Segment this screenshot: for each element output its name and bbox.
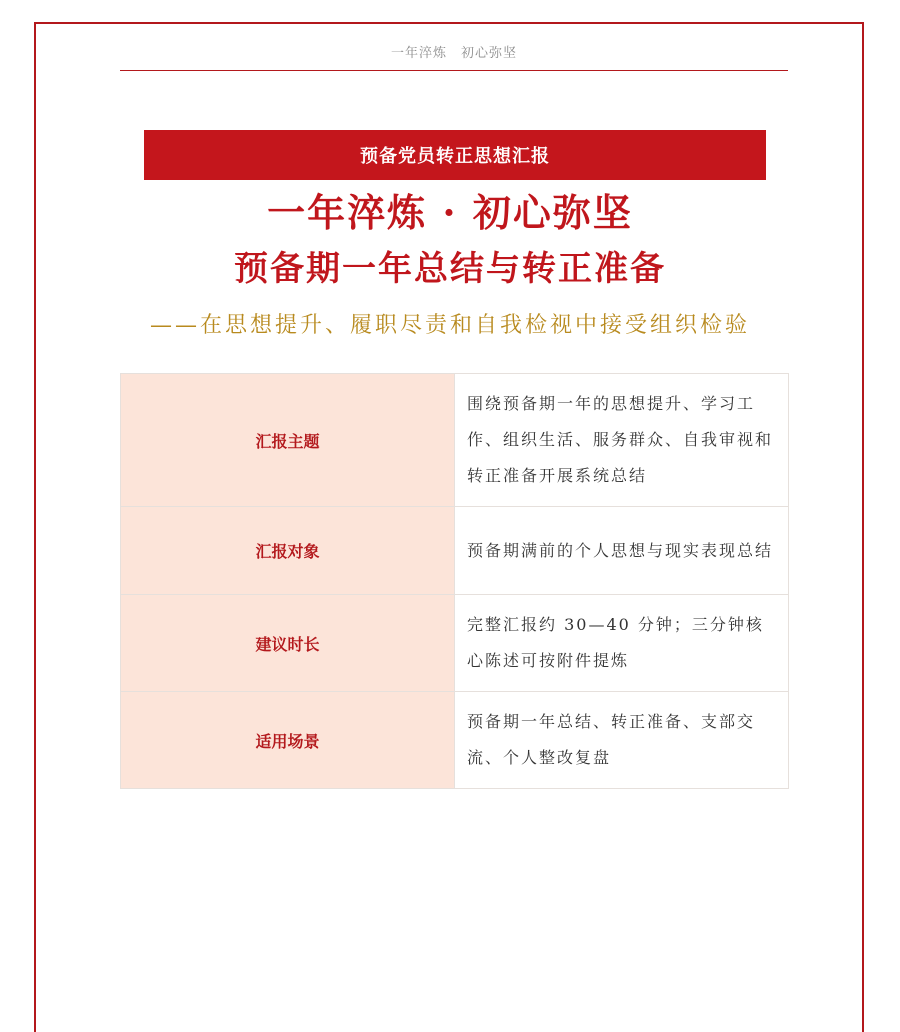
row-value: 完整汇报约 30—40 分钟；三分钟核心陈述可按附件提炼 [455, 595, 789, 692]
row-label: 汇报主题 [121, 374, 455, 507]
table-row [121, 374, 789, 507]
row-value: 围绕预备期一年的思想提升、学习工作、组织生活、服务群众、自我审视和转正准备开展系统总结 [455, 374, 789, 507]
table-row [121, 692, 789, 789]
title-banner [144, 130, 766, 180]
row-value: 预备期一年总结、转正准备、支部交流、个人整改复盘 [455, 692, 789, 789]
info-table [120, 373, 789, 789]
running-header: 一年淬炼 初心弥坚 [390, 46, 517, 61]
row-label: 建议时长 [121, 595, 455, 692]
row-label: 汇报对象 [121, 507, 455, 595]
header-rule [120, 70, 788, 71]
banner-label: 预备党员转正思想汇报 [360, 146, 550, 167]
row-label: 适用场景 [121, 692, 455, 789]
sub-title: 预备期一年总结与转正准备 [234, 249, 666, 289]
main-title: 一年淬炼 · 初心弥坚 [267, 190, 633, 235]
table-row [121, 595, 789, 692]
tagline: ——在思想提升、履职尽责和自我检视中接受组织检验 [149, 313, 750, 338]
row-value: 预备期满前的个人思想与现实表现总结 [455, 507, 789, 595]
table-row [121, 507, 789, 595]
